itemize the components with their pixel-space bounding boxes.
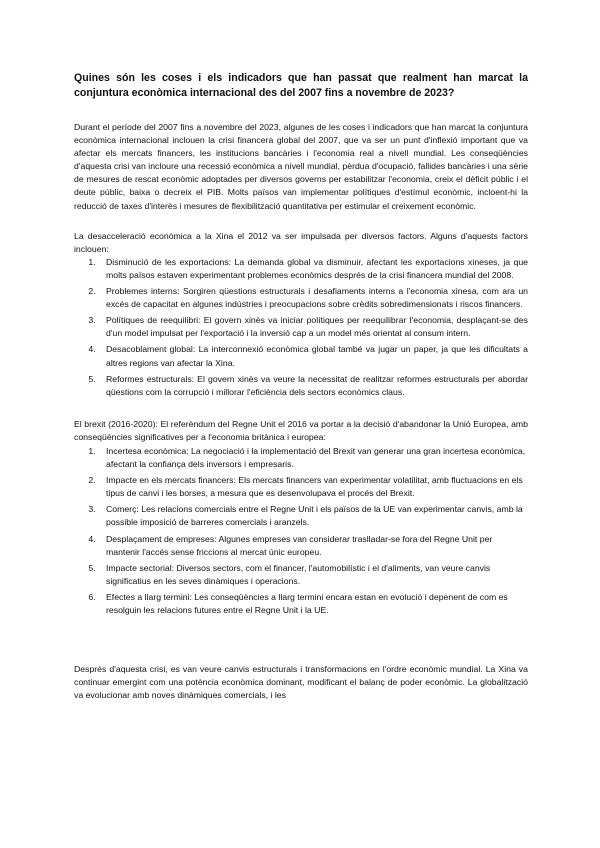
closing-paragraph: Després d'aquesta crisi, es van veure canvis estructurals i transformacions en l'ordre econòmic mundial. La Xina va continuar emergint com una potència econòmica dominant, modificant el balanç de poder econòmic. La globalització va evolucionar amb noves dinàmiques comercials, i les [74,664,528,701]
list-item: 1. Incertesa econòmica: La negociació i la implementació del Brexit van generar una gran incertesa econòmica, afectant la confiança dels inversors i empresaris. [98,445,528,471]
list-item: 5. Impacte sectorial: Diversos sectors, com el financer, l'automobilístic i el d'aliments, van veure canvis significatius en les seves dinàmiques i operacions. [98,562,528,588]
list-item: 1. Disminució de les exportacions: La demanda global va disminuir, afectant les exportacions xineses, ja que molts països estaven experimentant problemes econòmics després de la crisi financera mundial del 2008. [98,256,528,282]
document-body [74,71,528,702]
brexit-effects-list [74,445,528,617]
brexit-paragraph: El brexit (2016-2020): El referèndum del Regne Unit el 2016 va portar a la decisió d'abandonar la Unió Europea, amb conseqüències significatives per a l'economia britànica i europea: [74,418,528,442]
list-item: 3. Comerç: Les relacions comercials entre el Regne Unit i els països de la UE van experimentar canvis, amb la possible imposició de barreres comercials i aranzels. [98,503,528,529]
china-factors-list [74,256,528,399]
list-item: 4. Desplaçament de empreses: Algunes empreses van considerar traslladar-se fora del Regne Unit per mantenir l'accés sense friccions al mercat únic europeu. [98,533,528,559]
list-item: 3. Polítiques de reequilibri: El govern xinès va iniciar polítiques per reequilibrar l'economia, desplaçant-se des d'un model impulsat per l'exportació i la inversió cap a un model més orientat al consum intern. [98,314,528,340]
list-item: 6. Efectes a llarg termini: Les conseqüències a llarg termini encara estan en evolució i depenent de com es resolguin les relacions futures entre el Regne Unit i la UE. [98,591,528,617]
document-title: Quines són les coses i els indicadors que han passat que realment han marcat la conjuntura econòmica internacional des del 2007 fins a novembre de 2023? [74,72,528,99]
china-paragraph: La desacceleració econòmica a la Xina el 2012 va ser impulsada per diversos factors. Alguns d'aquests factors inclouen: [74,230,528,254]
list-item: 2. Impacte en els mercats financers: Els mercats financers van experimentar volatilitat, amb fluctuacions en els tipus de canvi i les borses, a mesura que es desenvolupava el procés del Brexit. [98,474,528,500]
intro-paragraph: Durant el període del 2007 fins a novembre del 2023, algunes de les coses i indicadors que han marcat la conjuntura econòmica internacional inclouen la crisi financera global del 2007, que va ser un punt d'inflexió important que va afectar els mercats financers, les institucions bancàries i l'economia real a nivell mundial. Les conseqüències d'aquesta crisi van incloure una recessió econòmica a nivell mundial, pèrdua d'ocupació, fallides bancàries i una sèrie de mesures de rescat econòmic adoptades per diversos governs per estabilitzar l'economia, creix el dèficit públic i el deute públic, baixa o decreix el PIB. Molts països van implementar polítiques d'estímul econòmic, incloent-hi la reducció de taxes d'interès i mesures de flexibilització quantitativa per estimular el creixement econòmic. [74,122,528,211]
list-item: 4. Desacoblament global: La interconnexió econòmica global també va jugar un paper, ja que les dificultats a altres regions van afectar la Xina. [98,343,528,369]
list-item: 5. Reformes estructurals: El govern xinès va veure la necessitat de realitzar reformes estructurals per abordar qüestions com la corrupció i millorar l'eficiència dels sectors econòmics claus. [98,373,528,399]
list-item: 2. Problemes interns: Sorgiren qüestions estructurals i desafiaments interns a l'economia xinesa, com ara un excés de capacitat en algunes indústries i preocupacions sobre crèdits sobredimensionats i riscos financers. [98,285,528,311]
